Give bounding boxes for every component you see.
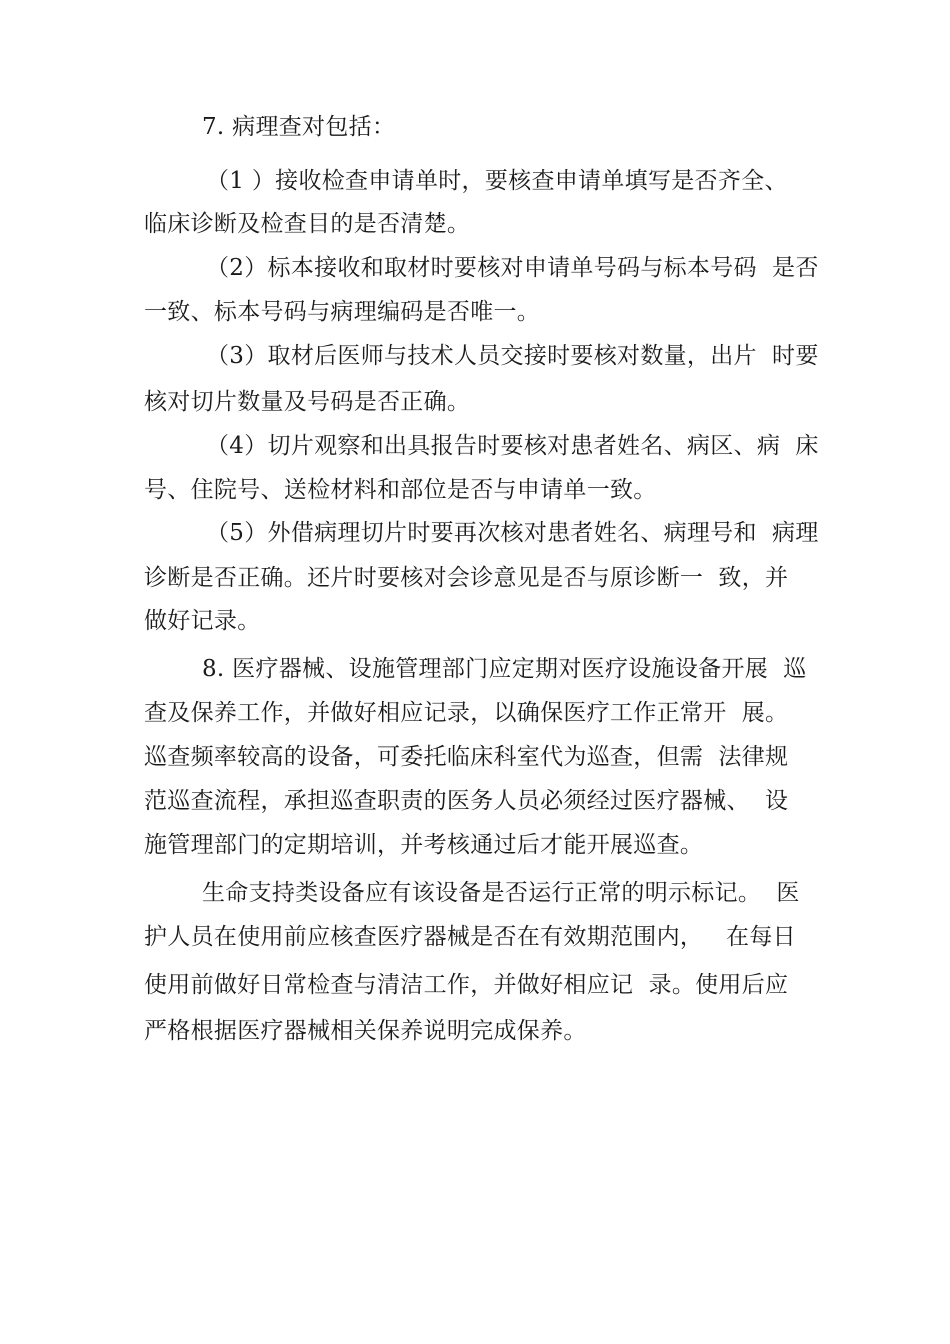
section-8-line-4: 范巡查流程，承担巡查职责的医务人员必须经过医疗器械、 设 [144,788,789,814]
item-5-line-1: （5）外借病理切片时要再次核对患者姓名、病理号和 病理 [206,520,819,546]
item-1-line-2: 临床诊断及检查目的是否清楚。 [144,211,471,237]
section-8-line-2: 查及保养工作，并做好相应记录，以确保医疗工作正常开 展。 [144,700,789,726]
item-4-line-2: 号、住院号、送检材料和部位是否与申请单一致。 [144,477,657,503]
section-8-line-5: 施管理部门的定期培训，并考核通过后才能开展巡查。 [144,832,704,858]
life-support-line-4: 严格根据医疗器械相关保养说明完成保养。 [144,1018,587,1044]
section-8-line-1: 8. 医疗器械、设施管理部门应定期对医疗设施设备开展 巡 [202,656,807,682]
item-3-line-1: （3）取材后医师与技术人员交接时要核对数量，出片 时要 [206,343,819,369]
life-support-line-1: 生命支持类设备应有该设备是否运行正常的明示标记。 医 [202,880,800,906]
item-3-line-2: 核对切片数量及号码是否正确。 [144,389,471,415]
section-7-heading: 7. 病理查对包括： [202,114,396,140]
item-2-line-1: （2）标本接收和取材时要核对申请单号码与标本号码 是否 [206,255,819,281]
item-4-line-1: （4）切片观察和出具报告时要核对患者姓名、病区、病 床 [206,433,819,459]
section-8-line-3: 巡查频率较高的设备，可委托临床科室代为巡查，但需 法律规 [144,744,789,770]
life-support-line-3: 使用前做好日常检查与清洁工作，并做好相应记 录。使用后应 [144,972,789,998]
item-2-line-2: 一致、标本号码与病理编码是否唯一。 [144,299,541,325]
item-5-line-3: 做好记录。 [144,608,261,634]
life-support-line-2: 护人员在使用前应核查医疗器械是否在有效期范围内， 在每日 [144,924,796,950]
item-1-line-1: （1 ）接收检查申请单时，要核查申请单填写是否齐全、 [206,168,788,194]
item-5-line-2: 诊断是否正确。还片时要核对会诊意见是否与原诊断一 致，并 [144,565,789,591]
